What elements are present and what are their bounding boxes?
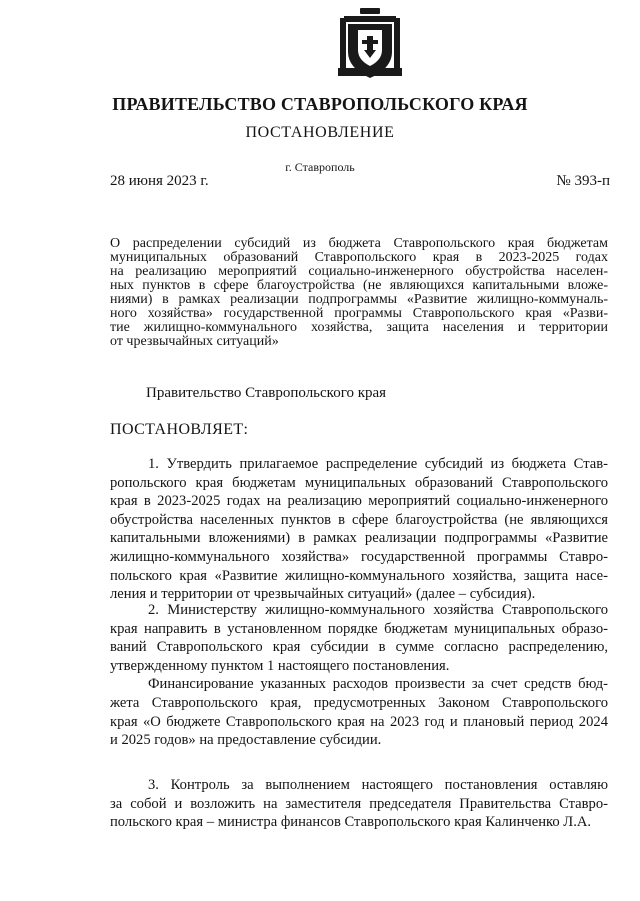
paragraph-line: и 2025 годов» на предоставление субсидии.: [110, 732, 382, 749]
city: г. Ставрополь: [285, 160, 355, 174]
document-number: № 393-п: [556, 173, 610, 189]
paragraph-2: [110, 601, 608, 750]
paragraph-line: ропольского края бюджетам муниципальных образований Ставропольского: [110, 474, 608, 491]
coat-of-arms-emblem: [338, 8, 402, 80]
subject-line: на реализацию мероприятий социально-инженерного обустройства населен-: [110, 264, 608, 279]
paragraph-line: обустройства населенных пунктов в сфере благоустройства (не являющихся: [110, 511, 608, 528]
document-type: ПОСТАНОВЛЕНИЕ: [245, 124, 395, 141]
paragraph-line: ваний Ставропольского края субсидии в сумме согласно распределению,: [110, 639, 608, 656]
subject-line: ного хозяйства» государственной программы Ставропольского края «Разви-: [110, 306, 608, 321]
document-subject: [110, 237, 608, 349]
paragraph-line: 3. Контроль за выполнением настоящего постановления оставляю: [148, 777, 608, 793]
paragraph-line: края в 2023-2025 годах на реализацию мероприятий социально-инженерного: [110, 493, 608, 510]
paragraph-line: капитальными вложениями) в рамках реализации подпрограммы «Развитие: [110, 530, 608, 547]
subject-line: от чрезвычайных ситуаций»: [110, 334, 279, 349]
paragraph-line: края «О бюджете Ставропольского края на 2023 год и плановый период 2024: [110, 713, 608, 730]
paragraph-line: польского края – министра финансов Ставропольского края Калинченко Л.А.: [110, 814, 592, 831]
paragraph-line: за собой и возложить на заместителя председателя Правительства Ставро-: [110, 795, 608, 812]
subject-line: ных пунктов в сфере благоустройства (не являющихся капитальными вложе-: [110, 278, 608, 293]
preamble: Правительство Ставропольского края: [146, 385, 387, 401]
paragraph-line: жета Ставропольского края, предусмотренных Законом Ставропольского: [110, 694, 608, 711]
document-date: 28 июня 2023 г.: [110, 173, 209, 189]
paragraph-line: ления и территории от чрезвычайных ситуаций» (далее – субсидия).: [110, 586, 536, 603]
paragraph-line: жилищно-коммунального хозяйства» государственной программы Ставро-: [110, 548, 608, 565]
subject-line: тие жилищно-коммунального хозяйства, защита населения и территории: [110, 320, 608, 335]
paragraph-line: края направить в установленном порядке бюджетам муниципальных образо-: [110, 620, 608, 637]
paragraph-line: Финансирование указанных расходов произвести за счет средств бюд-: [148, 676, 608, 693]
government-title: ПРАВИТЕЛЬСТВО СТАВРОПОЛЬСКОГО КРАЯ: [112, 94, 528, 114]
subject-line: О распределении субсидий из бюджета Ставропольского края бюджетам: [110, 236, 608, 251]
subject-line: ниями) в рамках реализации подпрограммы «Развитие жилищно-коммуналь-: [110, 292, 608, 307]
paragraph-3: [110, 776, 608, 832]
subject-line: муниципальных образований Ставропольского края в 2023-2025 годах: [110, 250, 608, 265]
resolves-heading: ПОСТАНОВЛЯЕТ:: [110, 421, 249, 438]
paragraph-line: 2. Министерству жилищно-коммунального хозяйства Ставропольского: [148, 602, 608, 618]
paragraph-line: 1. Утвердить прилагаемое распределение субсидий из бюджета Став-: [148, 456, 608, 472]
paragraph-line: польского края «Развитие жилищно-коммунального хозяйства, защита насе-: [110, 567, 608, 584]
paragraph-line: утвержденному пунктом 1 настоящего постановления.: [110, 657, 450, 674]
paragraph-1: [110, 455, 608, 604]
